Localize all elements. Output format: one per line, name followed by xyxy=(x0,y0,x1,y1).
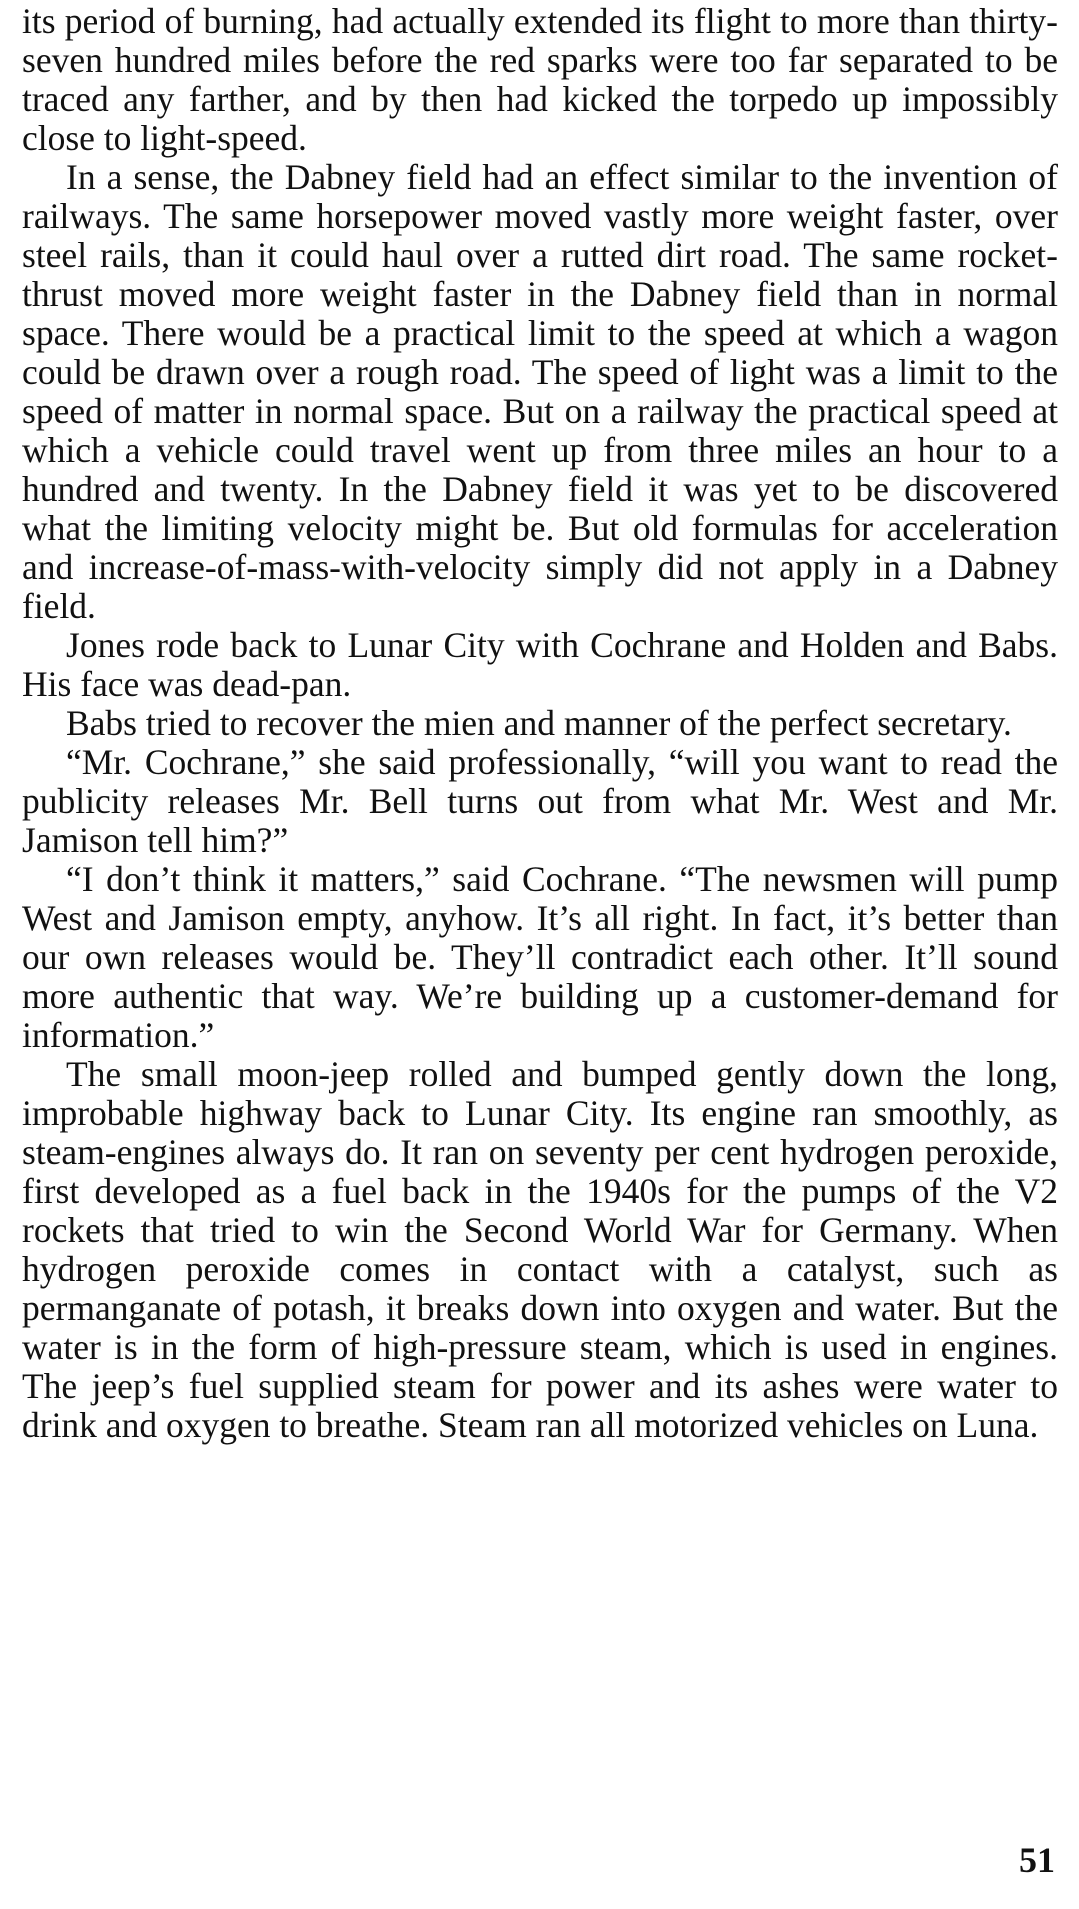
paragraph-continuation: its period of burning, had actually extended its flight to more than thirty-seven hundred miles before the red sparks were too far separated to be traced any farther, and by then had kicked the torpedo up impossibly close to light-speed. xyxy=(22,1,1058,158)
paragraph-publicity-releases: “Mr. Cochrane,” she said professionally, “will you want to read the publicity releases Mr. Bell turns out from what Mr. West and Mr. Jamison tell him?” xyxy=(22,742,1058,860)
body-text xyxy=(22,2,1058,1445)
paragraph-babs-secretary: Babs tried to recover the mien and manner of the perfect secretary. xyxy=(66,703,1012,743)
paragraph-jones-rode-back: Jones rode back to Lunar City with Cochrane and Holden and Babs. His face was dead-pan. xyxy=(22,625,1058,704)
paragraph-moon-jeep: The small moon-jeep rolled and bumped gently down the long, improbable highway back to Lunar City. Its engine ran smoothly, as steam-engines always do. It ran on seventy per cent hydrogen peroxide, first developed as a fuel back in the 1940s for the pumps of the V2 rockets that tried to win the Second World War for Germany. When hydrogen peroxide comes in contact with a catalyst, such as permanganate of potash, it breaks down into oxygen and water. But the water is in the form of high-pressure steam, which is used in engines. The jeep’s fuel supplied steam for power and its ashes were water to drink and oxygen to breathe. Steam ran all motorized vehicles on Luna. xyxy=(22,1054,1058,1445)
page-number: 51 xyxy=(1019,1840,1055,1880)
paragraph-dabney-field: In a sense, the Dabney field had an effect similar to the invention of railways. The same horsepower moved vastly more weight faster, over steel rails, than it could haul over a rutted dirt road. The same rocket-thrust moved more weight faster in the Dabney field than in normal space. There would be a practical limit to the speed at which a wagon could be drawn over a rough road. The speed of light was a limit to the speed of matter in normal space. But on a railway the practical speed at which a vehicle could travel went up from three miles an hour to a hundred and twenty. In the Dabney field it was yet to be discovered what the limiting velocity might be. But old formulas for acceleration and increase-of-mass-with-velocity simply did not apply in a Dabney field. xyxy=(22,157,1058,626)
paragraph-cochrane-reply: “I don’t think it matters,” said Cochrane. “The newsmen will pump West and Jamison empty, anyhow. It’s all right. In fact, it’s better than our own releases would be. They’ll contradict each other. It’ll sound more authentic that way. We’re building up a customer-demand for information.” xyxy=(22,859,1058,1055)
